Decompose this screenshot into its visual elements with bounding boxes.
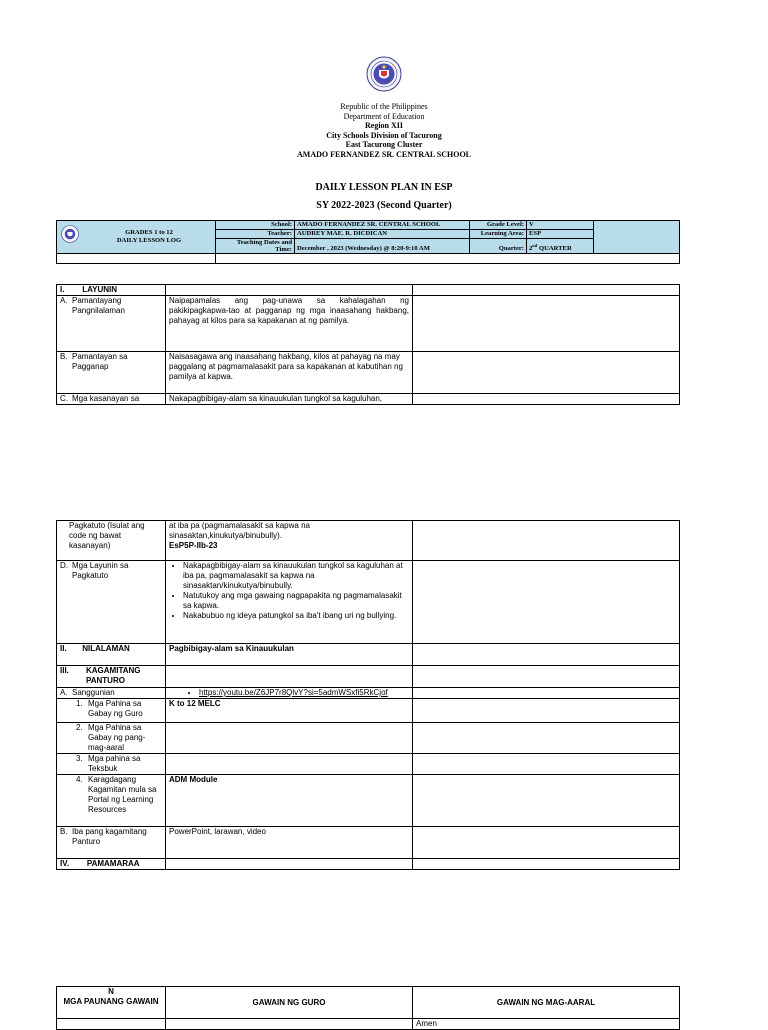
lesson-table-part2 (56, 520, 680, 870)
empty-cell (413, 859, 680, 870)
portal-resources-text: ADM Module (166, 775, 413, 827)
dll-spacer-cell-2 (216, 254, 680, 264)
objective-item: • Nakabubuo ng ideya patungkol sa iba't ibang uri ng bullying. (183, 611, 409, 621)
item-number: 1. (76, 699, 83, 708)
item-label: Pamantayan sa Pagganap (72, 352, 128, 371)
teaching-dates-value: December , 2023 (Wednesday) @ 8:20-9:10 AM (295, 239, 470, 254)
grades-cell (57, 221, 216, 254)
item-letter: B. (60, 352, 68, 361)
section-number: I. (60, 285, 65, 294)
empty-cell (413, 688, 680, 699)
header-line-cluster: East Tacurong Cluster (345, 140, 423, 150)
item-letter: A. (60, 688, 68, 697)
teaching-dates-label (216, 239, 295, 254)
empty-cell (413, 723, 680, 754)
school-value: AMADO FERNANDEZ SR. CENTRAL SCHOOL (295, 221, 470, 230)
learning-area-label: Learning Area: (470, 230, 527, 239)
quarter-text: QUARTER (537, 245, 572, 252)
empty-cell (413, 666, 680, 688)
empty-cell (413, 285, 680, 296)
gabay-mag-aaral-label (57, 723, 166, 754)
competency-code: EsP5P-IIb-23 (169, 541, 218, 550)
item-label: Mga kasanayan sa (72, 394, 140, 403)
item-label: Mga Layunin sa Pagkatuto (72, 561, 129, 580)
quarter-value (527, 239, 594, 254)
teksbuk-label (57, 754, 166, 775)
layunin-sa-pagkatuto-label (57, 561, 166, 644)
mga-paunang-gawain-header (57, 987, 166, 1019)
item-label: Mga pahina sa Teksbuk (88, 754, 141, 773)
empty-cell (166, 1019, 413, 1030)
section-title: KAGAMITANG PANTURO (86, 666, 141, 685)
pamantayang-pangnilalaman-text: Naipapamalas ang pag-unawa sa kahalagahan ng pakikipagkapwa-tao at pagganap ng mga inaasahang hakbang, pahayag at kilos para sa kapakanan at ng pamilya. (166, 296, 413, 352)
gabay-guro-text: K to 12 MELC (166, 699, 413, 723)
item-label: Karagdagang Kagamitan mula sa Portal ng Learning Resources (88, 775, 157, 814)
section-number: III. (60, 666, 69, 675)
item-label: Pamantayang Pangnilalaman (72, 296, 125, 315)
kasanayan-label (57, 394, 166, 405)
section-pamamaraan-header (57, 859, 166, 870)
letterhead (0, 102, 768, 160)
section-number: IV. (60, 859, 70, 868)
section-number: II. (60, 644, 67, 653)
empty-cell (413, 521, 680, 561)
next-row-text: Amen (413, 1019, 680, 1030)
section-kagamitang-header (57, 666, 166, 688)
item-letter: A. (60, 296, 68, 305)
header-line-division: City Schools Division of Tacurong (326, 130, 442, 140)
empty-cell (413, 561, 680, 644)
empty-cell (413, 699, 680, 723)
header-line-department: Department of Education (343, 111, 425, 121)
empty-cell (413, 827, 680, 859)
empty-cell (413, 296, 680, 352)
gabay-guro-label (57, 699, 166, 723)
sanggunian-link-cell (166, 688, 413, 699)
empty-cell (166, 666, 413, 688)
grades-line1: GRADES 1 to 12 (125, 228, 173, 236)
empty-cell (166, 859, 413, 870)
nilalaman-text: Pagbibigay-alam sa Kinauukulan (166, 644, 413, 666)
school-label: School: (216, 221, 295, 230)
iba-pang-kagamitan-text: PowerPoint, larawan, video (166, 827, 413, 859)
quarter-number: 2 (529, 245, 533, 252)
deped-small-seal-icon (61, 225, 79, 243)
header-fragment: N (108, 987, 114, 996)
dll-spacer-cell-1 (57, 254, 216, 264)
teaching-dates-label-line2: Time: (275, 246, 292, 253)
empty-cell (166, 723, 413, 754)
quarter-label: Quarter: (470, 239, 527, 254)
item-letter: C. (60, 394, 68, 403)
grade-level-value: V (527, 221, 594, 230)
empty-cell (413, 644, 680, 666)
empty-cell (413, 775, 680, 827)
teacher-label: Teacher: (216, 230, 295, 239)
item-letter: B. (60, 827, 68, 836)
objectives-list (169, 561, 409, 621)
pamantayang-pangnilalaman-label (57, 296, 166, 352)
objective-item: • Nakapagbibigay-alam sa kinauukulan tungkol sa kaguluhan at iba pa, pagmamalasakit sa kapwa na sinasaktan/kinukutya/binubully. (183, 561, 409, 591)
header-line-region: Region XII (364, 121, 403, 131)
kasanayan-text-continuation: at iba pa (pagmamalasakit sa kapwa na sinasaktan,kinukutya/binubully). (169, 521, 310, 540)
portal-resources-label (57, 775, 166, 827)
deped-seal-icon (366, 56, 402, 92)
item-label: Sanggunian (72, 688, 115, 697)
empty-cell (57, 1019, 166, 1030)
gawain-ng-guro-header: GAWAIN NG GURO (166, 987, 413, 1019)
header-line-school: AMADO FERNANDEZ SR. CENTRAL SCHOOL (296, 149, 472, 159)
learning-area-value: ESP (527, 230, 594, 239)
lesson-table-part1 (56, 284, 680, 405)
dll-info-table (56, 220, 680, 264)
item-number: 3. (76, 754, 83, 763)
empty-cell (413, 352, 680, 394)
section-title: PAMAMARAA (86, 859, 140, 868)
quarter-suffix: nd (532, 242, 538, 248)
item-letter: D. (60, 561, 68, 570)
empty-cell (413, 394, 680, 405)
empty-cell (166, 754, 413, 775)
pamantayan-sa-pagganap-text: Naisasagawa ang inaasahang hakbang, kilos at pahayag na may paggalang at pagmamalasakit para sa kapakanan at kabutihan ng pamilya at kapwa. (166, 352, 413, 394)
teacher-value: AUDREY MAE. R. DICDICAN (295, 230, 470, 239)
sanggunian-label (57, 688, 166, 699)
teaching-dates-label-line1: Teaching Dates and (236, 239, 292, 246)
lesson-table-part3 (56, 986, 680, 1030)
item-label: Iba pang kagamitang Panturo (72, 827, 147, 846)
header-text: MGA PAUNANG GAWAIN (63, 997, 159, 1006)
empty-cell (166, 285, 413, 296)
page-title: DAILY LESSON PLAN IN ESP (315, 182, 453, 193)
section-layunin-header (57, 285, 166, 296)
section-title: LAYUNIN (82, 285, 118, 294)
header-line-republic: Republic of the Philippines (340, 102, 428, 111)
layunin-sa-pagkatuto-list (166, 561, 413, 644)
item-label: Mga Pahina sa Gabay ng Guro (88, 699, 143, 718)
section-title: NILALAMAN (82, 644, 130, 653)
gawain-ng-mag-aaral-header: GAWAIN NG MAG-AARAL (413, 987, 680, 1019)
empty-cell (413, 754, 680, 775)
kasanayan-text-cont (166, 521, 413, 561)
item-label: Mga Pahina sa Gabay ng pang-mag-aaral (88, 723, 146, 752)
kasanayan-label-cont: Pagkatuto (Isulat ang code ng bawat kasanayan) (57, 521, 166, 561)
grades-line2: DAILY LESSON LOG (116, 237, 182, 244)
pamantayan-sa-pagganap-label (57, 352, 166, 394)
section-nilalaman-header (57, 644, 166, 666)
objective-item: • Natutukoy ang mga gawaing nagpapakita ng pagmamalasakit sa kapwa. (183, 591, 409, 611)
item-number: 2. (76, 723, 83, 732)
iba-pang-kagamitan-label (57, 827, 166, 859)
dll-info-blank (594, 221, 680, 254)
reference-link[interactable]: • https://youtu.be/Z6JP7r8QlvY?si=5admWSxfi5RkCjof (199, 688, 409, 698)
kasanayan-text: Nakapagbibigay-alam sa kinauukulan tungkol sa kaguluhan, (166, 394, 413, 405)
grade-level-label: Grade Level: (470, 221, 527, 230)
item-number: 4. (76, 775, 83, 784)
school-year-title: SY 2022-2023 (Second Quarter) (316, 200, 452, 211)
